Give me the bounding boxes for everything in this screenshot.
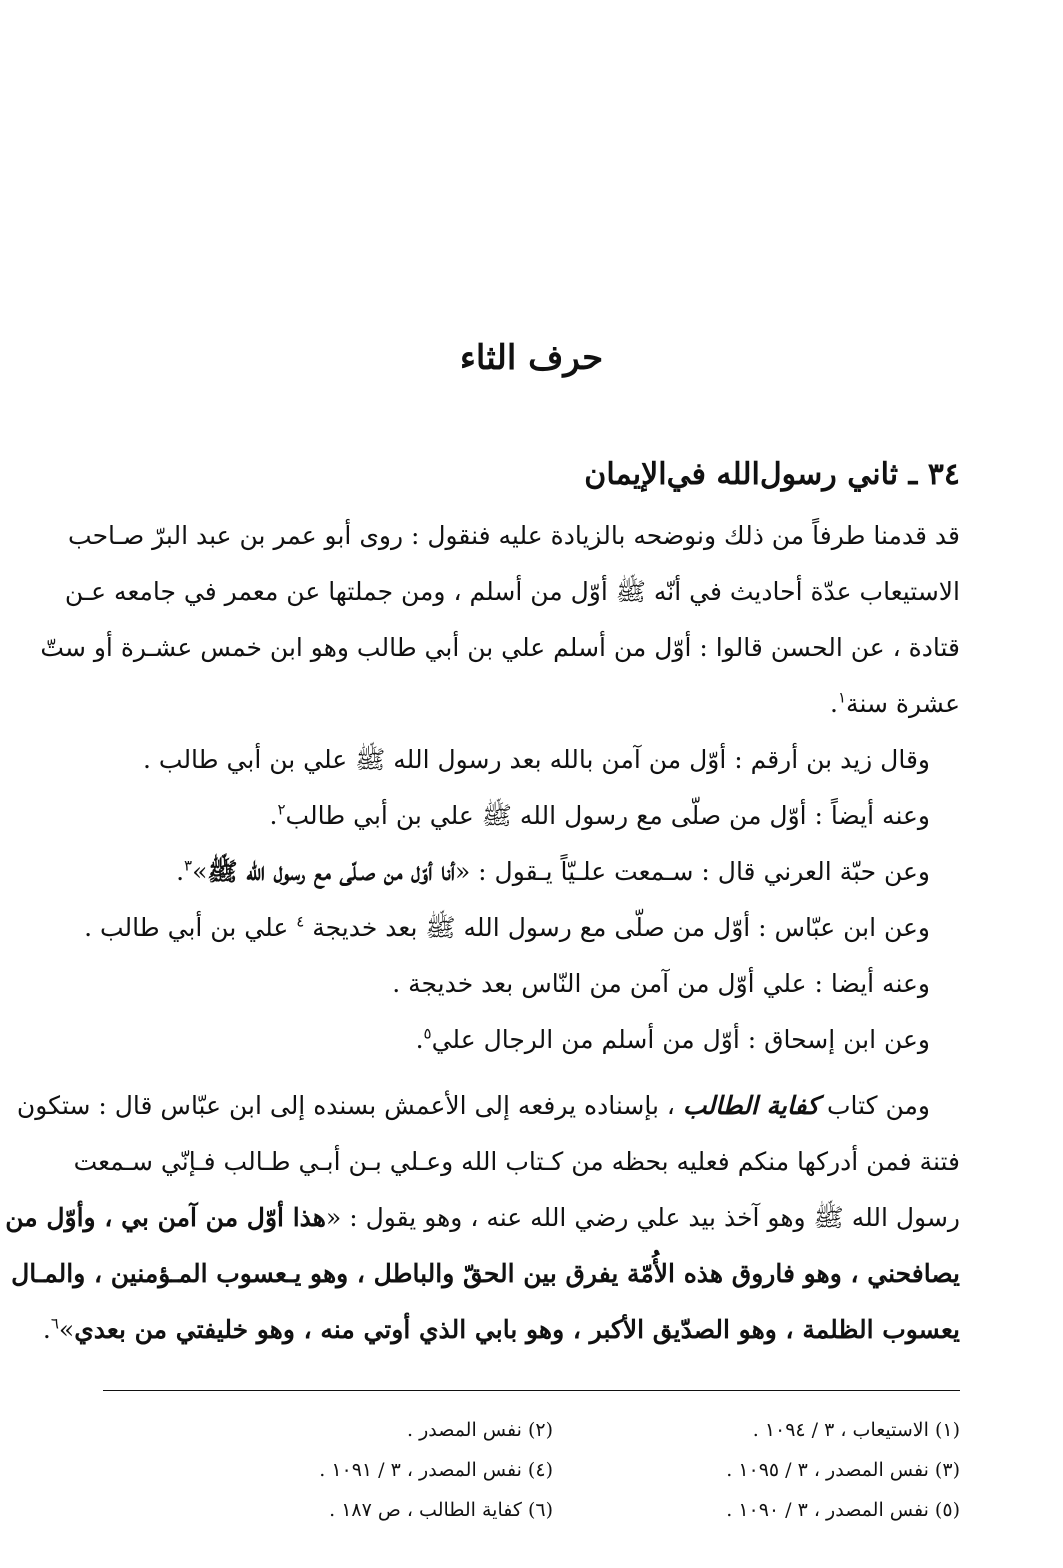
narration-anhu-1: وعنه أيضاً : أوّل من صلّى مع رسول الله ﷺ علي بن أبي طالب$^٢$. <box>269 800 930 830</box>
quote-close: » <box>58 1315 75 1344</box>
narration-ishaq: وعن ابن إسحاق : أوّل من أسلم من الرجال علي$^٥$. <box>415 1024 930 1054</box>
paragraph-line <box>5 1190 960 1246</box>
paragraph-line: يصافحني ، وهو فاروق هذه الأُمّة يفرق بين الحقّ والباطل ، وهو يـعسوب المـؤمنين ، والمـال <box>11 1259 960 1288</box>
footnote-6: (٦) كفاية الطالب ، ص ١٨٧ . <box>329 1499 553 1521</box>
chapter-title: حرف الثاء <box>459 338 604 378</box>
footnote-1: (١) الاستيعاب ، ٣ / ١٠٩٤ . <box>752 1419 960 1441</box>
paragraph-line <box>16 1078 930 1134</box>
footnote-marker: ٢ <box>277 800 286 819</box>
paragraph-line: قتادة ، عن الحسن قالوا : أوّل من أسلم علي بن أبي طالب وهو ابن خمس عشـرة أو ستّ <box>40 633 960 662</box>
footnote-4: (٤) نفس المصدر ، ٣ / ١٠٩١ . <box>319 1459 553 1481</box>
footnote-2: (٢) نفس المصدر . <box>406 1419 553 1441</box>
narration-habba: وعن حبّة العرني قال : سـمعت علـيّاً يـقول : «أنا أوّل من صـلّى مع رسول الله ﷺ»$^٣$. <box>176 856 930 886</box>
narration-zayd: وقال زيد بن أرقم : أوّل من آمن بالله بعد رسول الله ﷺ علي بن أبي طالب . <box>143 745 930 774</box>
narration-text: وعن حبّة العرني قال : سـمعت علـيّاً يـقول : « <box>454 857 930 886</box>
paragraph-line: يعسوب الظلمة ، وهو الصدّيق الأكبر ، وهو بابي الذي أوتي منه ، وهو خليفتي من بعدي»$^٦$. <box>42 1314 960 1344</box>
footnote-marker: ٥ <box>423 1024 432 1043</box>
paragraph-line: قد قدمنا طرفاً من ذلك ونوضحه بالزيادة عليه فنقول : روى أبو عمر بن عبد البرّ صـاحب <box>68 521 960 550</box>
footnote-divider <box>103 1390 960 1391</box>
paragraph-text: ومن كتاب <box>826 1091 930 1120</box>
narration-text: وعن ابن عبّاس : أوّل من صلّى مع رسول الله ﷺ بعد خديجة <box>312 913 930 942</box>
footnote-marker: ٤ <box>296 912 305 931</box>
paragraph-line: عشرة سنة$^١$. <box>830 688 960 718</box>
narration-text: علي بن أبي طالب . <box>84 913 289 942</box>
footnote-3: (٣) نفس المصدر ، ٣ / ١٠٩٥ . <box>726 1459 960 1481</box>
quote-close: » <box>192 857 208 886</box>
paragraph-line: الاستيعاب عدّة أحاديث في أنّه ﷺ أوّل من أسلم ، ومن جملتها عن معمر في جامعه عـن <box>64 577 960 606</box>
narration-anhu-2: وعنه أيضا : علي أوّل من آمن من النّاس بعد خديجة . <box>392 969 930 998</box>
hadith-quote: يعسوب الظلمة ، وهو الصدّيق الأكبر ، وهو بابي الذي أوتي منه ، وهو خليفتي من بعدي <box>74 1315 960 1344</box>
hadith-quote: هذا أوّل من آمن بي ، وأوّل من <box>5 1203 326 1232</box>
footnote-marker: ٣ <box>184 856 193 875</box>
paragraph-text: ، بإسناده يرفعه إلى الأعمش بسنده إلى ابن عبّاس قال : ستكون <box>16 1091 675 1120</box>
paragraph-text: عشرة سنة <box>846 689 960 718</box>
narration-abbas <box>84 900 930 956</box>
paragraph-text: رسول الله ﷺ وهو آخذ بيد علي رضي الله عنه ، وهو يقول : « <box>325 1203 960 1232</box>
footnote-5: (٥) نفس المصدر ، ٣ / ١٠٩٠ . <box>726 1499 960 1521</box>
narration-text: وعن ابن إسحاق : أوّل من أسلم من الرجال علي <box>431 1025 930 1054</box>
footnote-marker: ١ <box>837 688 847 707</box>
narration-text: وعنه أيضاً : أوّل من صلّى مع رسول الله ﷺ علي بن أبي طالب <box>285 801 930 830</box>
book-title: كفاية الطالب <box>682 1091 819 1120</box>
section-title: ٣٤ ـ ثاني رسول‌الله في‌الإيمان <box>584 457 960 492</box>
narration-quote: أنا أوّل من صـلّى مع رسول الله ﷺ <box>207 857 455 886</box>
footnote-marker: ٦ <box>50 1314 59 1333</box>
paragraph-line: فتنة فمن أدركها منكم فعليه بحظه من كـتاب الله وعـلي بـن أبـي طـالب فـإنّي سـمعت <box>73 1147 960 1176</box>
